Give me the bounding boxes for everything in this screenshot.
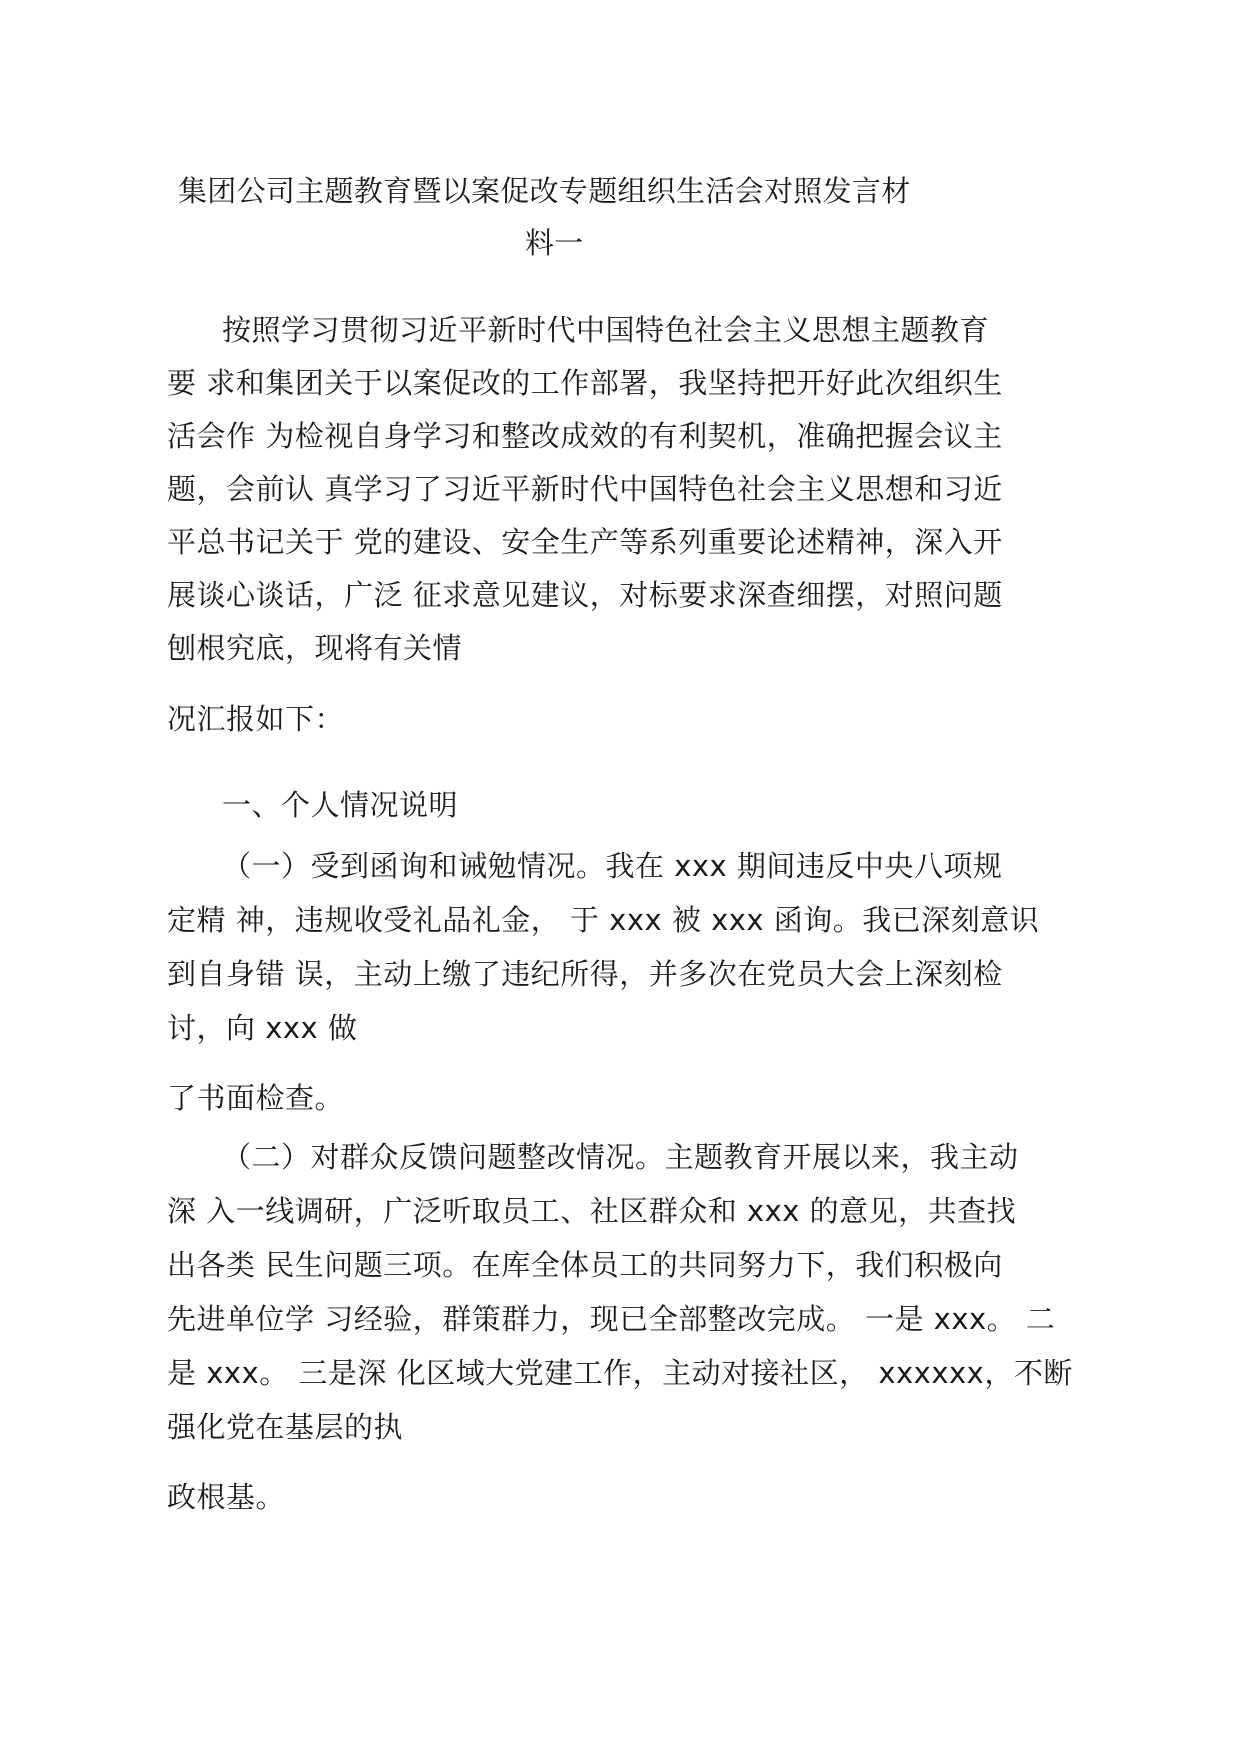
paragraph-line: 况汇报如下： — [167, 702, 345, 736]
paragraph-line: （二）对群众反馈问题整改情况。主题教育开展以来，我主动 — [222, 1140, 1019, 1174]
document-title-line-2: 料一 — [525, 226, 584, 260]
paragraph-line: 讨，向 xxx 做 — [167, 1011, 358, 1045]
paragraph-line: 了书面检查。 — [167, 1081, 345, 1115]
paragraph-line: 展谈心谈话，广泛 征求意见建议，对标要求深查细摆，对照问题 — [167, 578, 1003, 612]
paragraph-line: 是 xxx。 三是深 化区域大党建工作，主动对接社区， xxxxxx，不断 — [167, 1356, 1073, 1390]
paragraph-line: 要 求和集团关于以案促改的工作部署，我坚持把开好此次组织生 — [167, 366, 1003, 400]
document-title-line-1: 集团公司主题教育暨以案促改专题组织生活会对照发言材 — [178, 174, 911, 208]
paragraph-line: 平总书记关于 党的建设、安全生产等系列重要论述精神，深入开 — [167, 525, 1003, 559]
paragraph-line: 强化党在基层的执 — [167, 1410, 404, 1444]
paragraph-line: （一）受到函询和诫勉情况。我在 xxx 期间违反中央八项规 — [222, 849, 1003, 883]
paragraph-line: 按照学习贯彻习近平新时代中国特色社会主义思想主题教育 — [222, 313, 990, 347]
paragraph-line: 活会作 为检视自身学习和整改成效的有利契机，准确把握会议主 — [167, 419, 1003, 453]
paragraph-line: 刨根究底，现将有关情 — [167, 631, 463, 665]
paragraph-line: 政根基。 — [167, 1480, 286, 1514]
section-heading: 一、个人情况说明 — [222, 788, 459, 822]
paragraph-line: 定精 神，违规收受礼品礼金， 于 xxx 被 xxx 函询。我已深刻意识 — [167, 903, 1040, 937]
paragraph-line: 到自身错 误，主动上缴了违纪所得，并多次在党员大会上深刻检 — [167, 957, 1003, 991]
paragraph-line: 先进单位学 习经验，群策群力，现已全部整改完成。 一是 xxx。 二 — [167, 1302, 1056, 1336]
paragraph-line: 出各类 民生问题三项。在库全体员工的共同努力下，我们积极向 — [167, 1248, 1003, 1282]
paragraph-line: 题，会前认 真学习了习近平新时代中国特色社会主义思想和习近 — [167, 472, 1003, 506]
paragraph-line: 深 入一线调研，广泛听取员工、社区群众和 xxx 的意见，共查找 — [167, 1194, 1017, 1228]
